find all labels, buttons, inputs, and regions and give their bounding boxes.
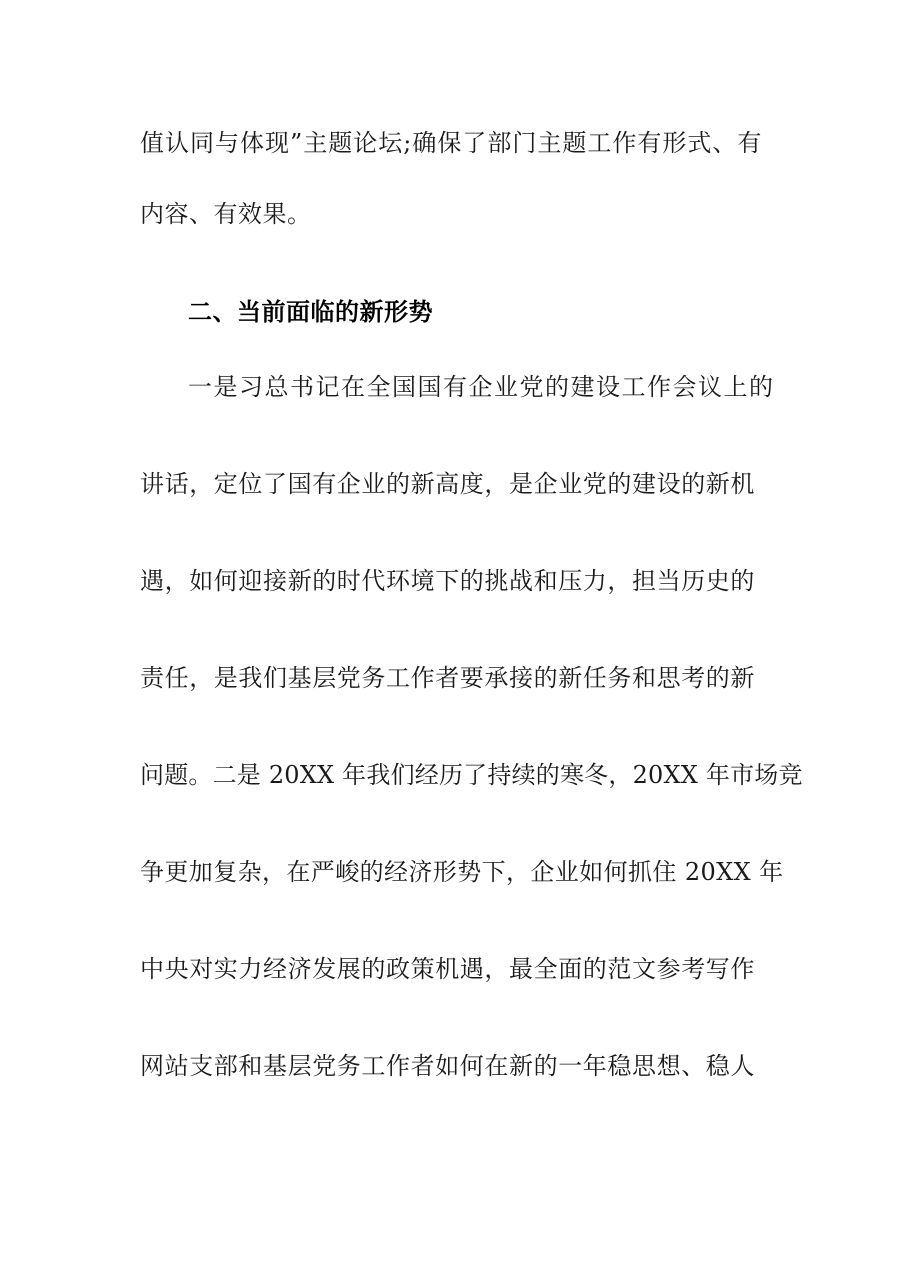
paragraph-line: 遇，如何迎接新的时代环境下的挑战和压力，担当历史的 <box>140 567 755 595</box>
paragraph-line: 问题。二是 20XX 年我们经历了持续的寒冬，20XX 年市场竞 <box>140 761 803 789</box>
paragraph-line: 讲话，定位了国有企业的新高度，是企业党的建设的新机 <box>140 470 755 498</box>
paragraph-line: 值认同与体现”主题论坛;确保了部门主题工作有形式、有 <box>140 129 763 157</box>
paragraph-line: 内容、有效果。 <box>140 200 312 228</box>
paragraph-line: 责任，是我们基层党务工作者要承接的新任务和思考的新 <box>140 664 755 692</box>
paragraph-line: 网站支部和基层党务工作者如何在新的一年稳思想、稳人 <box>140 1052 755 1080</box>
paragraph-line: 中央对实力经济发展的政策机遇，最全面的范文参考写作 <box>140 955 755 983</box>
paragraph-line: 争更加复杂，在严峻的经济形势下，企业如何抓住 20XX 年 <box>140 858 784 886</box>
section-heading: 二、当前面临的新形势 <box>188 298 433 326</box>
paragraph-line: 一是习总书记在全国国有企业党的建设工作会议上的 <box>188 373 775 401</box>
